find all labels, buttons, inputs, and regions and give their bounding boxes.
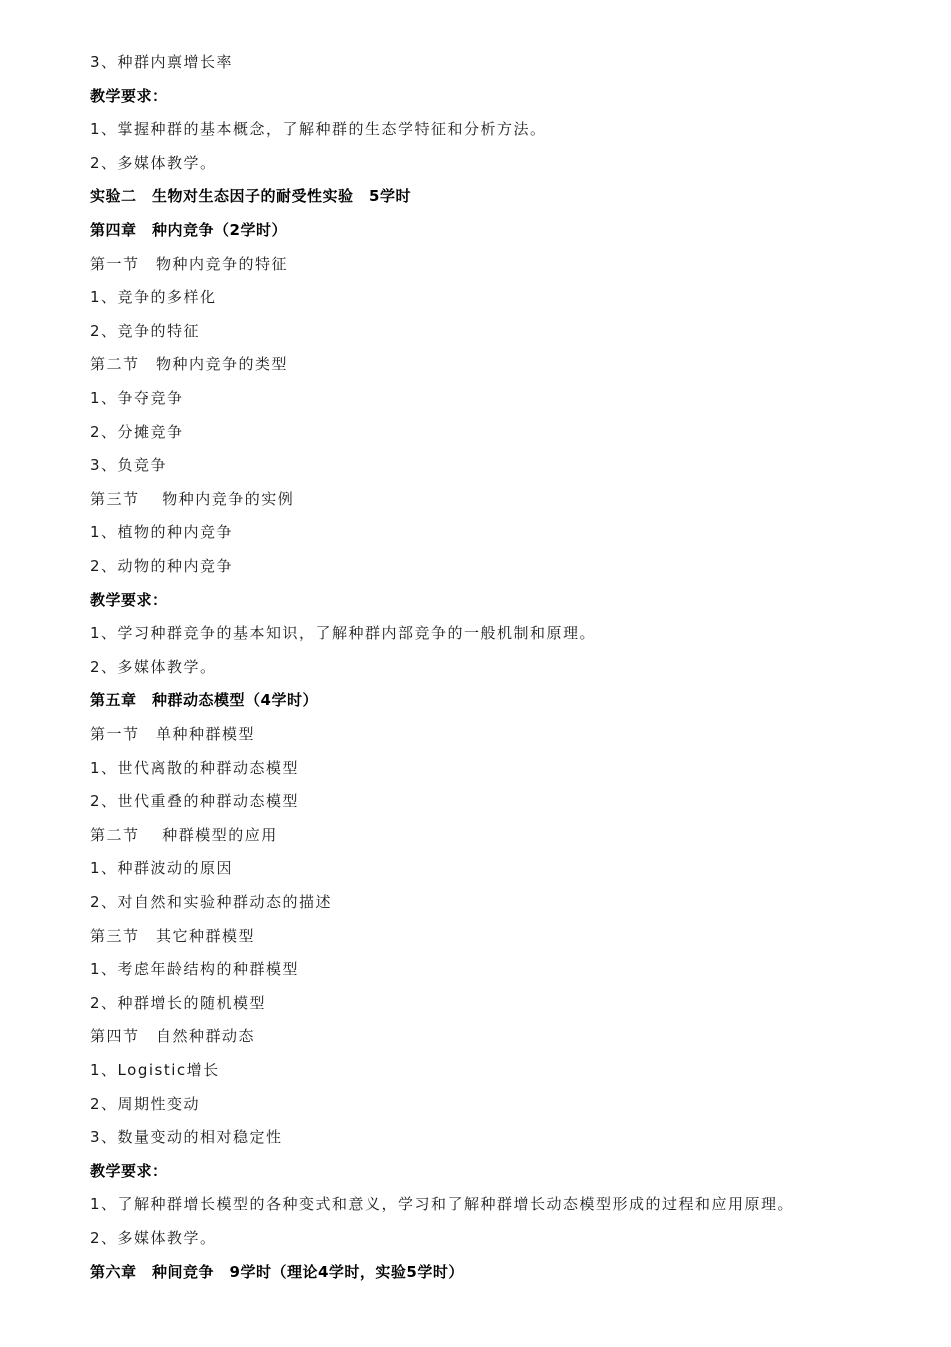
text-line: 第一节 物种内竞争的特征 <box>90 254 289 273</box>
text-line: 1、植物的种内竞争 <box>90 523 234 542</box>
section-heading: 实验二 生物对生态因子的耐受性实验 5学时 <box>90 187 411 206</box>
text-line: 2、多媒体教学。 <box>90 153 217 172</box>
text-line: 2、周期性变动 <box>90 1094 201 1113</box>
text-line: 第二节 物种内竞争的类型 <box>90 355 289 374</box>
section-heading: 第六章 种间竞争 9学时（理论4学时，实验5学时） <box>90 1262 464 1281</box>
text-line: 1、竞争的多样化 <box>90 288 217 307</box>
text-line: 第二节 种群模型的应用 <box>90 825 278 844</box>
text-line: 第三节 物种内竞争的实例 <box>90 489 295 508</box>
text-line: 2、种群增长的随机模型 <box>90 993 267 1012</box>
text-line: 2、对自然和实验种群动态的描述 <box>90 893 333 911</box>
text-line: 第三节 其它种群模型 <box>90 926 256 945</box>
text-line: 3、负竞争 <box>90 456 168 475</box>
text-line: 第四节 自然种群动态 <box>90 1027 256 1046</box>
text-line: 1、Logistic增长 <box>90 1061 220 1079</box>
text-line: 2、多媒体教学。 <box>90 657 217 676</box>
section-heading: 第四章 种内竞争（2学时） <box>90 221 287 239</box>
text-line: 2、世代重叠的种群动态模型 <box>90 792 300 811</box>
text-line: 2、动物的种内竞争 <box>90 557 234 575</box>
text-line: 1、种群波动的原因 <box>90 859 234 878</box>
text-line: 2、分摊竞争 <box>90 422 184 441</box>
text-line: 1、世代离散的种群动态模型 <box>90 758 300 777</box>
section-heading: 教学要求： <box>90 86 168 105</box>
text-line: 2、竞争的特征 <box>90 321 201 340</box>
section-heading: 教学要求： <box>90 590 168 609</box>
text-line: 1、掌握种群的基本概念，了解种群的生态学特征和分析方法。 <box>90 120 547 139</box>
text-line: 1、争夺竞争 <box>90 389 184 407</box>
section-heading: 教学要求： <box>90 1161 168 1180</box>
section-heading: 第五章 种群动态模型（4学时） <box>90 691 318 710</box>
text-line: 第一节 单种种群模型 <box>90 725 256 743</box>
text-line: 1、考虑年龄结构的种群模型 <box>90 960 300 979</box>
text-line: 1、了解种群增长模型的各种变式和意义，学习和了解种群增长动态模型形成的过程和应用原理。 <box>90 1195 795 1214</box>
text-line: 3、种群内禀增长率 <box>90 53 234 71</box>
text-line: 1、学习种群竞争的基本知识，了解种群内部竞争的一般机制和原理。 <box>90 624 597 643</box>
text-line: 3、数量变动的相对稳定性 <box>90 1128 283 1147</box>
text-line: 2、多媒体教学。 <box>90 1229 217 1247</box>
